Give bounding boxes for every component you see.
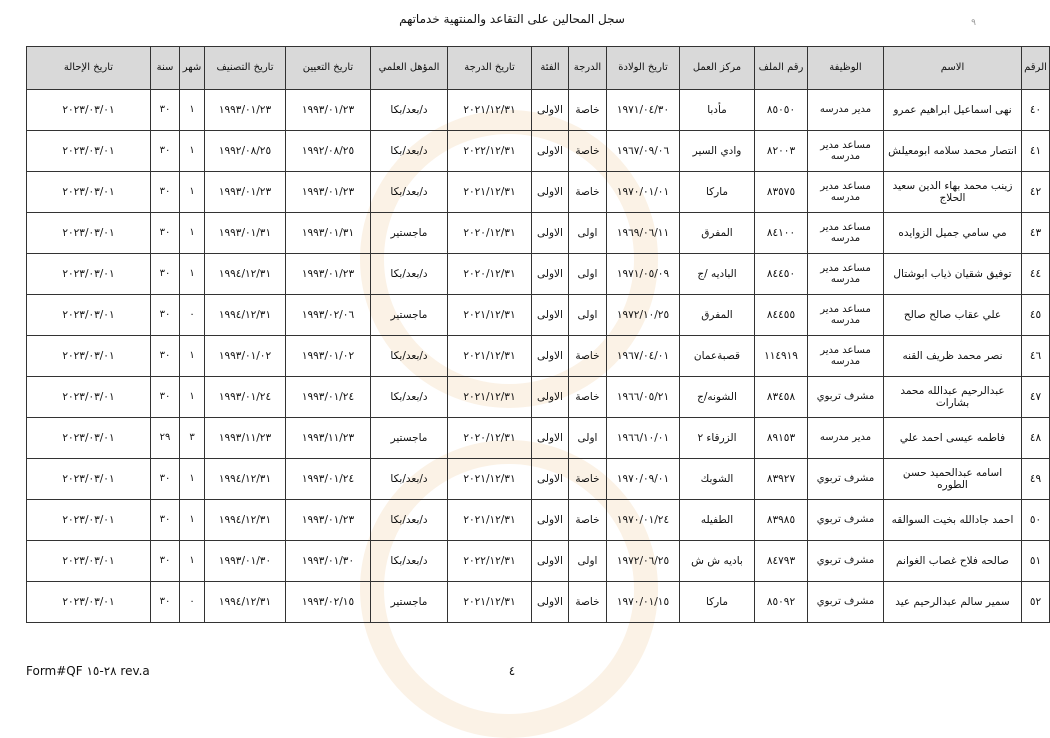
cell-num: ٥٢ — [1022, 582, 1050, 623]
cell-birth: ١٩٧٢/٠٦/٢٥ — [607, 541, 680, 582]
cell-appointment: ١٩٩٣/٠٢/١٥ — [286, 582, 371, 623]
corner-mark: ٩ — [971, 18, 976, 28]
cell-month: ١ — [180, 90, 205, 131]
cell-qualification: د/بعد/بكا — [371, 377, 448, 418]
cell-grade: اولى — [569, 254, 607, 295]
cell-birth: ١٩٦٩/٠٦/١١ — [607, 213, 680, 254]
cell-file: ٨٥٠٩٢ — [755, 582, 808, 623]
col-header-num: الرقم — [1022, 47, 1050, 90]
cell-birth: ١٩٧٢/١٠/٢٥ — [607, 295, 680, 336]
col-header-name: الاسم — [884, 47, 1022, 90]
cell-year: ٣٠ — [151, 213, 180, 254]
retirement-register-table — [26, 46, 1050, 623]
cell-job: مدير مدرسه — [808, 418, 884, 459]
cell-num: ٤٠ — [1022, 90, 1050, 131]
cell-year: ٣٠ — [151, 377, 180, 418]
cell-month: ١ — [180, 459, 205, 500]
cell-grade-date: ٢٠٢٢/١٢/٣١ — [448, 131, 532, 172]
cell-category: الاولى — [532, 377, 569, 418]
cell-center: مأدبا — [680, 90, 755, 131]
cell-file: ٨٥٠٥٠ — [755, 90, 808, 131]
cell-grade-date: ٢٠٢١/١٢/٣١ — [448, 90, 532, 131]
cell-num: ٤٥ — [1022, 295, 1050, 336]
cell-birth: ١٩٦٦/١٠/٠١ — [607, 418, 680, 459]
cell-center: المفرق — [680, 295, 755, 336]
cell-num: ٥١ — [1022, 541, 1050, 582]
table-row — [27, 295, 1050, 336]
col-header-classification: تاريخ التصنيف — [205, 47, 286, 90]
cell-center: الزرقاء ٢ — [680, 418, 755, 459]
cell-name: فاطمه عيسى احمد علي — [884, 418, 1022, 459]
cell-center: الباديه /ج — [680, 254, 755, 295]
col-header-qualification: المؤهل العلمي — [371, 47, 448, 90]
cell-name: صالحه فلاح غصاب الغوانم — [884, 541, 1022, 582]
cell-month: ١ — [180, 213, 205, 254]
cell-year: ٣٠ — [151, 295, 180, 336]
cell-qualification: ماجستير — [371, 213, 448, 254]
cell-file: ١١٤٩١٩ — [755, 336, 808, 377]
cell-qualification: د/بعد/بكا — [371, 500, 448, 541]
cell-center: باديه ش ش — [680, 541, 755, 582]
col-header-birth: تاريخ الولادة — [607, 47, 680, 90]
cell-name: انتصار محمد سلامه ابومعيلش — [884, 131, 1022, 172]
cell-job: مساعد مدير مدرسه — [808, 131, 884, 172]
cell-birth: ١٩٦٧/٠٤/٠١ — [607, 336, 680, 377]
cell-grade: خاصة — [569, 336, 607, 377]
cell-center: وادي السير — [680, 131, 755, 172]
cell-qualification: ماجستير — [371, 295, 448, 336]
col-header-month: شهر — [180, 47, 205, 90]
cell-appointment: ١٩٩٣/٠١/٢٣ — [286, 254, 371, 295]
cell-referral: ٢٠٢٣/٠٣/٠١ — [27, 377, 151, 418]
cell-year: ٣٠ — [151, 459, 180, 500]
cell-referral: ٢٠٢٣/٠٣/٠١ — [27, 213, 151, 254]
cell-grade: خاصة — [569, 500, 607, 541]
cell-job: مشرف تربوي — [808, 582, 884, 623]
cell-center: ماركا — [680, 582, 755, 623]
cell-grade: خاصة — [569, 90, 607, 131]
cell-num: ٤٤ — [1022, 254, 1050, 295]
table-row — [27, 582, 1050, 623]
cell-name: اسامه عبدالحميد حسن الطوره — [884, 459, 1022, 500]
cell-grade-date: ٢٠٢٢/١٢/٣١ — [448, 541, 532, 582]
col-header-category: الفئة — [532, 47, 569, 90]
cell-grade-date: ٢٠٢٠/١٢/٣١ — [448, 213, 532, 254]
cell-grade: خاصة — [569, 582, 607, 623]
cell-job: مساعد مدير مدرسه — [808, 336, 884, 377]
cell-num: ٤٦ — [1022, 336, 1050, 377]
cell-category: الاولى — [532, 172, 569, 213]
cell-grade: اولى — [569, 541, 607, 582]
cell-birth: ١٩٦٧/٠٩/٠٦ — [607, 131, 680, 172]
cell-file: ٨٩١٥٣ — [755, 418, 808, 459]
cell-referral: ٢٠٢٣/٠٣/٠١ — [27, 336, 151, 377]
cell-year: ٣٠ — [151, 172, 180, 213]
cell-referral: ٢٠٢٣/٠٣/٠١ — [27, 295, 151, 336]
cell-month: ٠ — [180, 295, 205, 336]
cell-birth: ١٩٧١/٠٤/٣٠ — [607, 90, 680, 131]
cell-referral: ٢٠٢٣/٠٣/٠١ — [27, 541, 151, 582]
cell-month: ١ — [180, 377, 205, 418]
cell-file: ٨٣٥٧٥ — [755, 172, 808, 213]
col-header-grade-date: تاريخ الدرجة — [448, 47, 532, 90]
cell-grade: اولى — [569, 295, 607, 336]
cell-file: ٨٤٤٥٠ — [755, 254, 808, 295]
table-row — [27, 500, 1050, 541]
cell-qualification: د/بعد/بكا — [371, 131, 448, 172]
cell-center: المفرق — [680, 213, 755, 254]
cell-grade-date: ٢٠٢١/١٢/٣١ — [448, 500, 532, 541]
cell-file: ٨٣٩٨٥ — [755, 500, 808, 541]
table-row — [27, 377, 1050, 418]
cell-year: ٣٠ — [151, 582, 180, 623]
col-header-referral: تاريخ الإحالة — [27, 47, 151, 90]
cell-center: قصبةعمان — [680, 336, 755, 377]
cell-category: الاولى — [532, 336, 569, 377]
cell-birth: ١٩٧٠/٠١/٠١ — [607, 172, 680, 213]
cell-file: ٨٤٤٥٥ — [755, 295, 808, 336]
cell-classification: ١٩٩٣/٠١/٣١ — [205, 213, 286, 254]
col-header-center: مركز العمل — [680, 47, 755, 90]
cell-num: ٤٩ — [1022, 459, 1050, 500]
cell-classification: ١٩٩٣/٠١/٢٣ — [205, 90, 286, 131]
cell-year: ٣٠ — [151, 131, 180, 172]
table-row — [27, 541, 1050, 582]
cell-num: ٤١ — [1022, 131, 1050, 172]
cell-num: ٤٣ — [1022, 213, 1050, 254]
cell-file: ٨٤٧٩٣ — [755, 541, 808, 582]
cell-referral: ٢٠٢٣/٠٣/٠١ — [27, 500, 151, 541]
cell-month: ٠ — [180, 582, 205, 623]
cell-appointment: ١٩٩٣/٠١/٢٣ — [286, 172, 371, 213]
cell-category: الاولى — [532, 295, 569, 336]
cell-appointment: ١٩٩٣/٠١/٣١ — [286, 213, 371, 254]
cell-center: الطفيله — [680, 500, 755, 541]
cell-year: ٢٩ — [151, 418, 180, 459]
page-number: ٤ — [508, 664, 516, 678]
table-row — [27, 418, 1050, 459]
cell-category: الاولى — [532, 418, 569, 459]
cell-appointment: ١٩٩٣/٠١/٢٣ — [286, 500, 371, 541]
page-title: سجل المحالين على التقاعد والمنتهية خدماتهم — [399, 12, 625, 26]
cell-month: ١ — [180, 500, 205, 541]
cell-file: ٨٤١٠٠ — [755, 213, 808, 254]
table-row — [27, 254, 1050, 295]
cell-category: الاولى — [532, 131, 569, 172]
table-row — [27, 90, 1050, 131]
table-row — [27, 131, 1050, 172]
table-row — [27, 459, 1050, 500]
form-code: Form#QF ٢٨-١٥ rev.a — [26, 664, 150, 678]
cell-grade: اولى — [569, 418, 607, 459]
cell-appointment: ١٩٩٣/٠١/٢٣ — [286, 90, 371, 131]
cell-grade-date: ٢٠٢١/١٢/٣١ — [448, 459, 532, 500]
cell-num: ٤٢ — [1022, 172, 1050, 213]
cell-classification: ١٩٩٣/٠١/٢٤ — [205, 377, 286, 418]
cell-month: ١ — [180, 172, 205, 213]
cell-category: الاولى — [532, 541, 569, 582]
cell-appointment: ١٩٩٣/١١/٢٣ — [286, 418, 371, 459]
header-row — [27, 47, 1050, 90]
cell-appointment: ١٩٩٢/٠٨/٢٥ — [286, 131, 371, 172]
cell-referral: ٢٠٢٣/٠٣/٠١ — [27, 172, 151, 213]
cell-referral: ٢٠٢٣/٠٣/٠١ — [27, 90, 151, 131]
cell-qualification: ماجستير — [371, 418, 448, 459]
cell-referral: ٢٠٢٣/٠٣/٠١ — [27, 254, 151, 295]
cell-grade-date: ٢٠٢٠/١٢/٣١ — [448, 254, 532, 295]
cell-birth: ١٩٧١/٠٥/٠٩ — [607, 254, 680, 295]
cell-month: ٣ — [180, 418, 205, 459]
cell-job: مشرف تربوي — [808, 459, 884, 500]
cell-name: توفيق شقيان ذياب ابوشتال — [884, 254, 1022, 295]
cell-grade-date: ٢٠٢١/١٢/٣١ — [448, 172, 532, 213]
cell-appointment: ١٩٩٣/٠١/٠٢ — [286, 336, 371, 377]
cell-appointment: ١٩٩٣/٠١/٢٤ — [286, 377, 371, 418]
cell-classification: ١٩٩٤/١٢/٣١ — [205, 582, 286, 623]
cell-num: ٥٠ — [1022, 500, 1050, 541]
cell-file: ٨٢٠٠٣ — [755, 131, 808, 172]
cell-grade-date: ٢٠٢١/١٢/٣١ — [448, 295, 532, 336]
cell-name: علي عقاب صالح صالح — [884, 295, 1022, 336]
cell-appointment: ١٩٩٣/٠٢/٠٦ — [286, 295, 371, 336]
cell-grade: اولى — [569, 213, 607, 254]
cell-grade: خاصة — [569, 172, 607, 213]
cell-classification: ١٩٩٤/١٢/٣١ — [205, 500, 286, 541]
cell-job: مساعد مدير مدرسه — [808, 254, 884, 295]
cell-year: ٣٠ — [151, 500, 180, 541]
cell-center: ماركا — [680, 172, 755, 213]
cell-job: مدير مدرسه — [808, 90, 884, 131]
cell-qualification: د/بعد/بكا — [371, 90, 448, 131]
cell-name: نصر محمد ظريف القنه — [884, 336, 1022, 377]
cell-job: مشرف تربوي — [808, 541, 884, 582]
cell-name: احمد جادالله بخيت السوالقه — [884, 500, 1022, 541]
cell-qualification: ماجستير — [371, 582, 448, 623]
cell-job: مساعد مدير مدرسه — [808, 295, 884, 336]
cell-name: نهى اسماعيل ابراهيم عمرو — [884, 90, 1022, 131]
cell-grade-date: ٢٠٢٠/١٢/٣١ — [448, 418, 532, 459]
cell-num: ٤٨ — [1022, 418, 1050, 459]
cell-month: ١ — [180, 131, 205, 172]
cell-grade: خاصة — [569, 377, 607, 418]
cell-year: ٣٠ — [151, 90, 180, 131]
cell-grade-date: ٢٠٢١/١٢/٣١ — [448, 336, 532, 377]
cell-job: مشرف تربوي — [808, 377, 884, 418]
cell-classification: ١٩٩٣/٠١/٣٠ — [205, 541, 286, 582]
cell-birth: ١٩٧٠/٠٩/٠١ — [607, 459, 680, 500]
cell-job: مشرف تربوي — [808, 500, 884, 541]
cell-referral: ٢٠٢٣/٠٣/٠١ — [27, 459, 151, 500]
cell-qualification: د/بعد/بكا — [371, 172, 448, 213]
cell-year: ٣٠ — [151, 541, 180, 582]
cell-num: ٤٧ — [1022, 377, 1050, 418]
cell-classification: ١٩٩٣/٠١/٢٣ — [205, 172, 286, 213]
cell-qualification: د/بعد/بكا — [371, 459, 448, 500]
cell-birth: ١٩٧٠/٠١/١٥ — [607, 582, 680, 623]
cell-birth: ١٩٦٦/٠٥/٢١ — [607, 377, 680, 418]
col-header-job: الوظيفة — [808, 47, 884, 90]
cell-name: مي سامي جميل الزوايده — [884, 213, 1022, 254]
cell-category: الاولى — [532, 90, 569, 131]
cell-grade: خاصة — [569, 131, 607, 172]
cell-appointment: ١٩٩٣/٠١/٢٤ — [286, 459, 371, 500]
cell-month: ١ — [180, 541, 205, 582]
col-header-year: سنة — [151, 47, 180, 90]
table-row — [27, 213, 1050, 254]
col-header-grade: الدرجة — [569, 47, 607, 90]
cell-name: زينب محمد بهاء الدين سعيد الحلاج — [884, 172, 1022, 213]
cell-year: ٣٠ — [151, 254, 180, 295]
cell-grade: خاصة — [569, 459, 607, 500]
cell-referral: ٢٠٢٣/٠٣/٠١ — [27, 131, 151, 172]
cell-category: الاولى — [532, 500, 569, 541]
cell-classification: ١٩٩٣/١١/٢٣ — [205, 418, 286, 459]
cell-category: الاولى — [532, 459, 569, 500]
cell-category: الاولى — [532, 254, 569, 295]
cell-referral: ٢٠٢٣/٠٣/٠١ — [27, 582, 151, 623]
cell-referral: ٢٠٢٣/٠٣/٠١ — [27, 418, 151, 459]
col-header-appointment: تاريخ التعيين — [286, 47, 371, 90]
cell-category: الاولى — [532, 213, 569, 254]
cell-center: الشونه/ج — [680, 377, 755, 418]
col-header-file: رقم الملف — [755, 47, 808, 90]
cell-grade-date: ٢٠٢١/١٢/٣١ — [448, 582, 532, 623]
cell-month: ١ — [180, 254, 205, 295]
cell-qualification: د/بعد/بكا — [371, 336, 448, 377]
cell-qualification: د/بعد/بكا — [371, 254, 448, 295]
cell-file: ٨٣٩٢٧ — [755, 459, 808, 500]
cell-appointment: ١٩٩٣/٠١/٣٠ — [286, 541, 371, 582]
cell-month: ١ — [180, 336, 205, 377]
cell-classification: ١٩٩٣/٠١/٠٢ — [205, 336, 286, 377]
cell-birth: ١٩٧٠/٠١/٢٤ — [607, 500, 680, 541]
cell-category: الاولى — [532, 582, 569, 623]
cell-file: ٨٣٤٥٨ — [755, 377, 808, 418]
cell-grade-date: ٢٠٢١/١٢/٣١ — [448, 377, 532, 418]
cell-qualification: د/بعد/بكا — [371, 541, 448, 582]
cell-name: سمير سالم عبدالرحيم عيد — [884, 582, 1022, 623]
cell-classification: ١٩٩٤/١٢/٣١ — [205, 459, 286, 500]
table-row — [27, 172, 1050, 213]
cell-year: ٣٠ — [151, 336, 180, 377]
cell-job: مساعد مدير مدرسه — [808, 213, 884, 254]
cell-classification: ١٩٩٤/١٢/٣١ — [205, 295, 286, 336]
cell-name: عبدالرحيم عبدالله محمد بشارات — [884, 377, 1022, 418]
cell-classification: ١٩٩٤/١٢/٣١ — [205, 254, 286, 295]
cell-classification: ١٩٩٢/٠٨/٢٥ — [205, 131, 286, 172]
cell-job: مساعد مدير مدرسه — [808, 172, 884, 213]
cell-center: الشوبك — [680, 459, 755, 500]
table-row — [27, 336, 1050, 377]
